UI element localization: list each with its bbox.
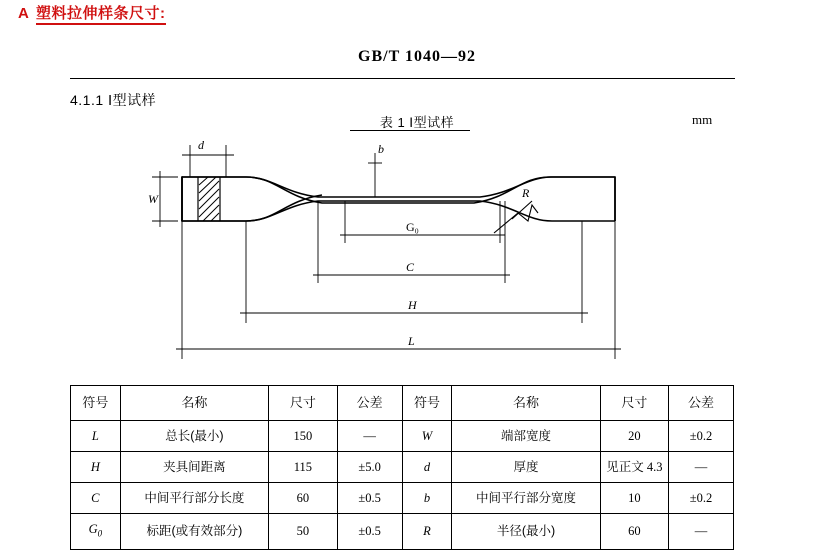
table-caption: 表 1 Ⅰ型试样 (0, 112, 834, 131)
cell-tolerance: ±0.5 (337, 514, 402, 550)
cell-symbol: H (71, 452, 121, 483)
header-size-left: 尺寸 (269, 386, 337, 421)
header-divider (70, 78, 735, 79)
cell-name: 总长(最小) (120, 421, 269, 452)
cell-symbol: $G_0$ (71, 514, 121, 550)
cell-size: 150 (269, 421, 337, 452)
unit-label: mm (692, 112, 712, 128)
table-head (71, 386, 734, 421)
header-size-right: 尺寸 (600, 386, 668, 421)
cell-tolerance: ±0.5 (337, 483, 402, 514)
cell-symbol: R (402, 514, 452, 550)
label-H: H (407, 298, 418, 312)
caption-underline (350, 130, 470, 131)
cell-tolerance: — (337, 421, 402, 452)
label-W: W (148, 192, 159, 206)
cell-tolerance: — (668, 514, 733, 550)
cell-tolerance: ±0.2 (668, 483, 733, 514)
label-L: L (407, 334, 415, 348)
label-G0: G₀ (406, 220, 419, 234)
cell-tolerance: ±0.2 (668, 421, 733, 452)
cell-symbol-subscript: 0 (98, 529, 103, 539)
specimen-svg (70, 135, 740, 375)
clause-heading: 4.1.1 Ⅰ型试样 (70, 90, 156, 110)
specimen-drawing (70, 135, 740, 375)
table-row (71, 483, 734, 514)
cell-name: 中间平行部分长度 (120, 483, 269, 514)
cell-tolerance: — (668, 452, 733, 483)
header-tolerance-left: 公差 (337, 386, 402, 421)
table-row (71, 421, 734, 452)
cell-name: 厚度 (452, 452, 601, 483)
table-row (71, 514, 734, 550)
page-annotation (18, 2, 166, 23)
standard-number: GB/T 1040—92 (0, 48, 834, 66)
header-symbol-right: 符号 (402, 386, 452, 421)
cell-size: 60 (600, 514, 668, 550)
cell-symbol: W (402, 421, 452, 452)
cell-symbol: C (71, 483, 121, 514)
cell-size: 10 (600, 483, 668, 514)
table-row (71, 452, 734, 483)
dimensions-table (70, 385, 734, 550)
cell-symbol: L (71, 421, 121, 452)
cell-name: 夹具间距离 (120, 452, 269, 483)
cell-size: 20 (600, 421, 668, 452)
cell-tolerance: ±5.0 (337, 452, 402, 483)
table-body (71, 421, 734, 550)
table-header-row (71, 386, 734, 421)
label-d: d (198, 138, 205, 152)
cell-size: 50 (269, 514, 337, 550)
cell-name: 半径(最小) (452, 514, 601, 550)
header-tolerance-right: 公差 (668, 386, 733, 421)
header-name-left: 名称 (120, 386, 269, 421)
label-C: C (406, 260, 415, 274)
annotation-text: 塑料拉伸样条尺寸: (36, 5, 166, 25)
cell-symbol: d (402, 452, 452, 483)
label-R: R (521, 186, 530, 200)
header-name-right: 名称 (452, 386, 601, 421)
annotation-marker: A (18, 5, 29, 22)
cell-name: 中间平行部分宽度 (452, 483, 601, 514)
cell-symbol: b (402, 483, 452, 514)
cell-size: 60 (269, 483, 337, 514)
cell-name: 标距(或有效部分) (120, 514, 269, 550)
header-symbol-left: 符号 (71, 386, 121, 421)
cell-size: 见正文 4.3 (600, 452, 668, 483)
cell-size: 115 (269, 452, 337, 483)
cell-name: 端部宽度 (452, 421, 601, 452)
label-b: b (378, 142, 384, 156)
